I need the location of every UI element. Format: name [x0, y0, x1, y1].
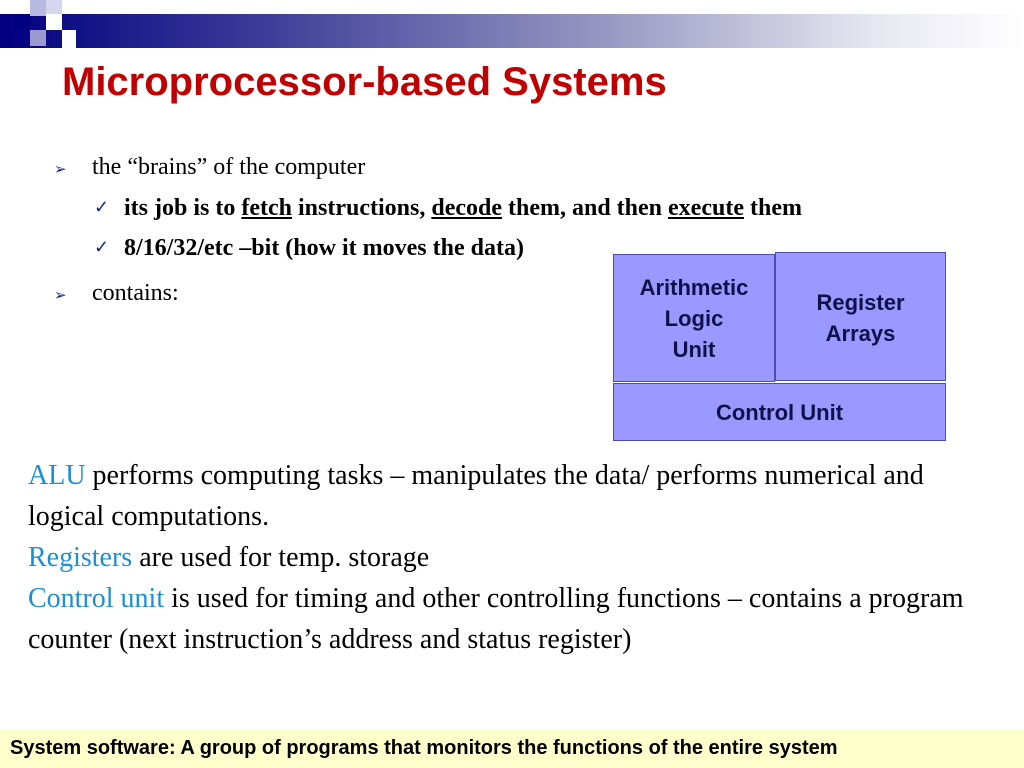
- term-decode: decode: [431, 195, 502, 221]
- alu-term: ALU: [28, 460, 86, 491]
- sub-bullet-bits: 8/16/32/etc –bit (how it moves the data): [124, 235, 524, 261]
- term-execute: execute: [668, 195, 744, 221]
- alu-description: [28, 455, 978, 537]
- control-unit-term: Control unit: [28, 583, 165, 614]
- text-segment: its job is to: [124, 195, 242, 221]
- alu-label: [640, 272, 749, 365]
- registers-description: [28, 537, 978, 578]
- register-arrays-label: [816, 287, 904, 349]
- text-segment: instructions,: [291, 195, 432, 221]
- decor-square: [14, 14, 30, 30]
- decor-square: [30, 30, 46, 46]
- decor-square: [30, 0, 46, 16]
- text-segment: them, and then: [502, 195, 669, 221]
- text-segment: them: [743, 195, 802, 221]
- footer-text: System software: A group of programs that monitors the functions of the entire system: [10, 737, 838, 759]
- registers-text: are used for temp. storage: [132, 542, 430, 573]
- alu-box: [613, 254, 775, 382]
- control-unit-text: is used for timing and other controlling functions – contains a program counter (next instruction’s address and status register): [28, 583, 964, 655]
- sub-bullet-job: [124, 195, 802, 222]
- arrow-bullet-icon: ➢: [54, 288, 67, 304]
- alu-label-line: Arithmetic: [639, 274, 749, 300]
- alu-label-line: Logic: [664, 305, 724, 331]
- alu-text: performs computing tasks – manipulates the data/ performs numerical and logical computations.: [28, 460, 924, 532]
- control-unit-label: Control Unit: [715, 399, 844, 425]
- register-label-line: Register: [816, 290, 905, 315]
- decor-square: [46, 14, 62, 30]
- decor-square: [62, 30, 76, 48]
- register-arrays-box: [775, 252, 946, 381]
- bullet-brains: the “brains” of the computer: [92, 154, 366, 180]
- header-gradient-bar: [0, 14, 1024, 48]
- description-paragraph: [28, 455, 978, 660]
- check-bullet-icon: ✓: [94, 197, 110, 217]
- control-unit-description: [28, 578, 978, 660]
- check-bullet-icon: ✓: [94, 237, 110, 257]
- registers-term: Registers: [28, 542, 133, 573]
- bullet-contains: contains:: [92, 280, 179, 306]
- register-label-line: Arrays: [825, 321, 896, 346]
- alu-label-line: Unit: [672, 336, 716, 362]
- slide-title: Microprocessor-based Systems: [62, 60, 667, 104]
- footer-banner: [0, 729, 1024, 768]
- arrow-bullet-icon: ➢: [54, 162, 67, 178]
- term-fetch: fetch: [241, 195, 292, 221]
- control-unit-box: [613, 383, 946, 441]
- decor-square: [46, 0, 62, 14]
